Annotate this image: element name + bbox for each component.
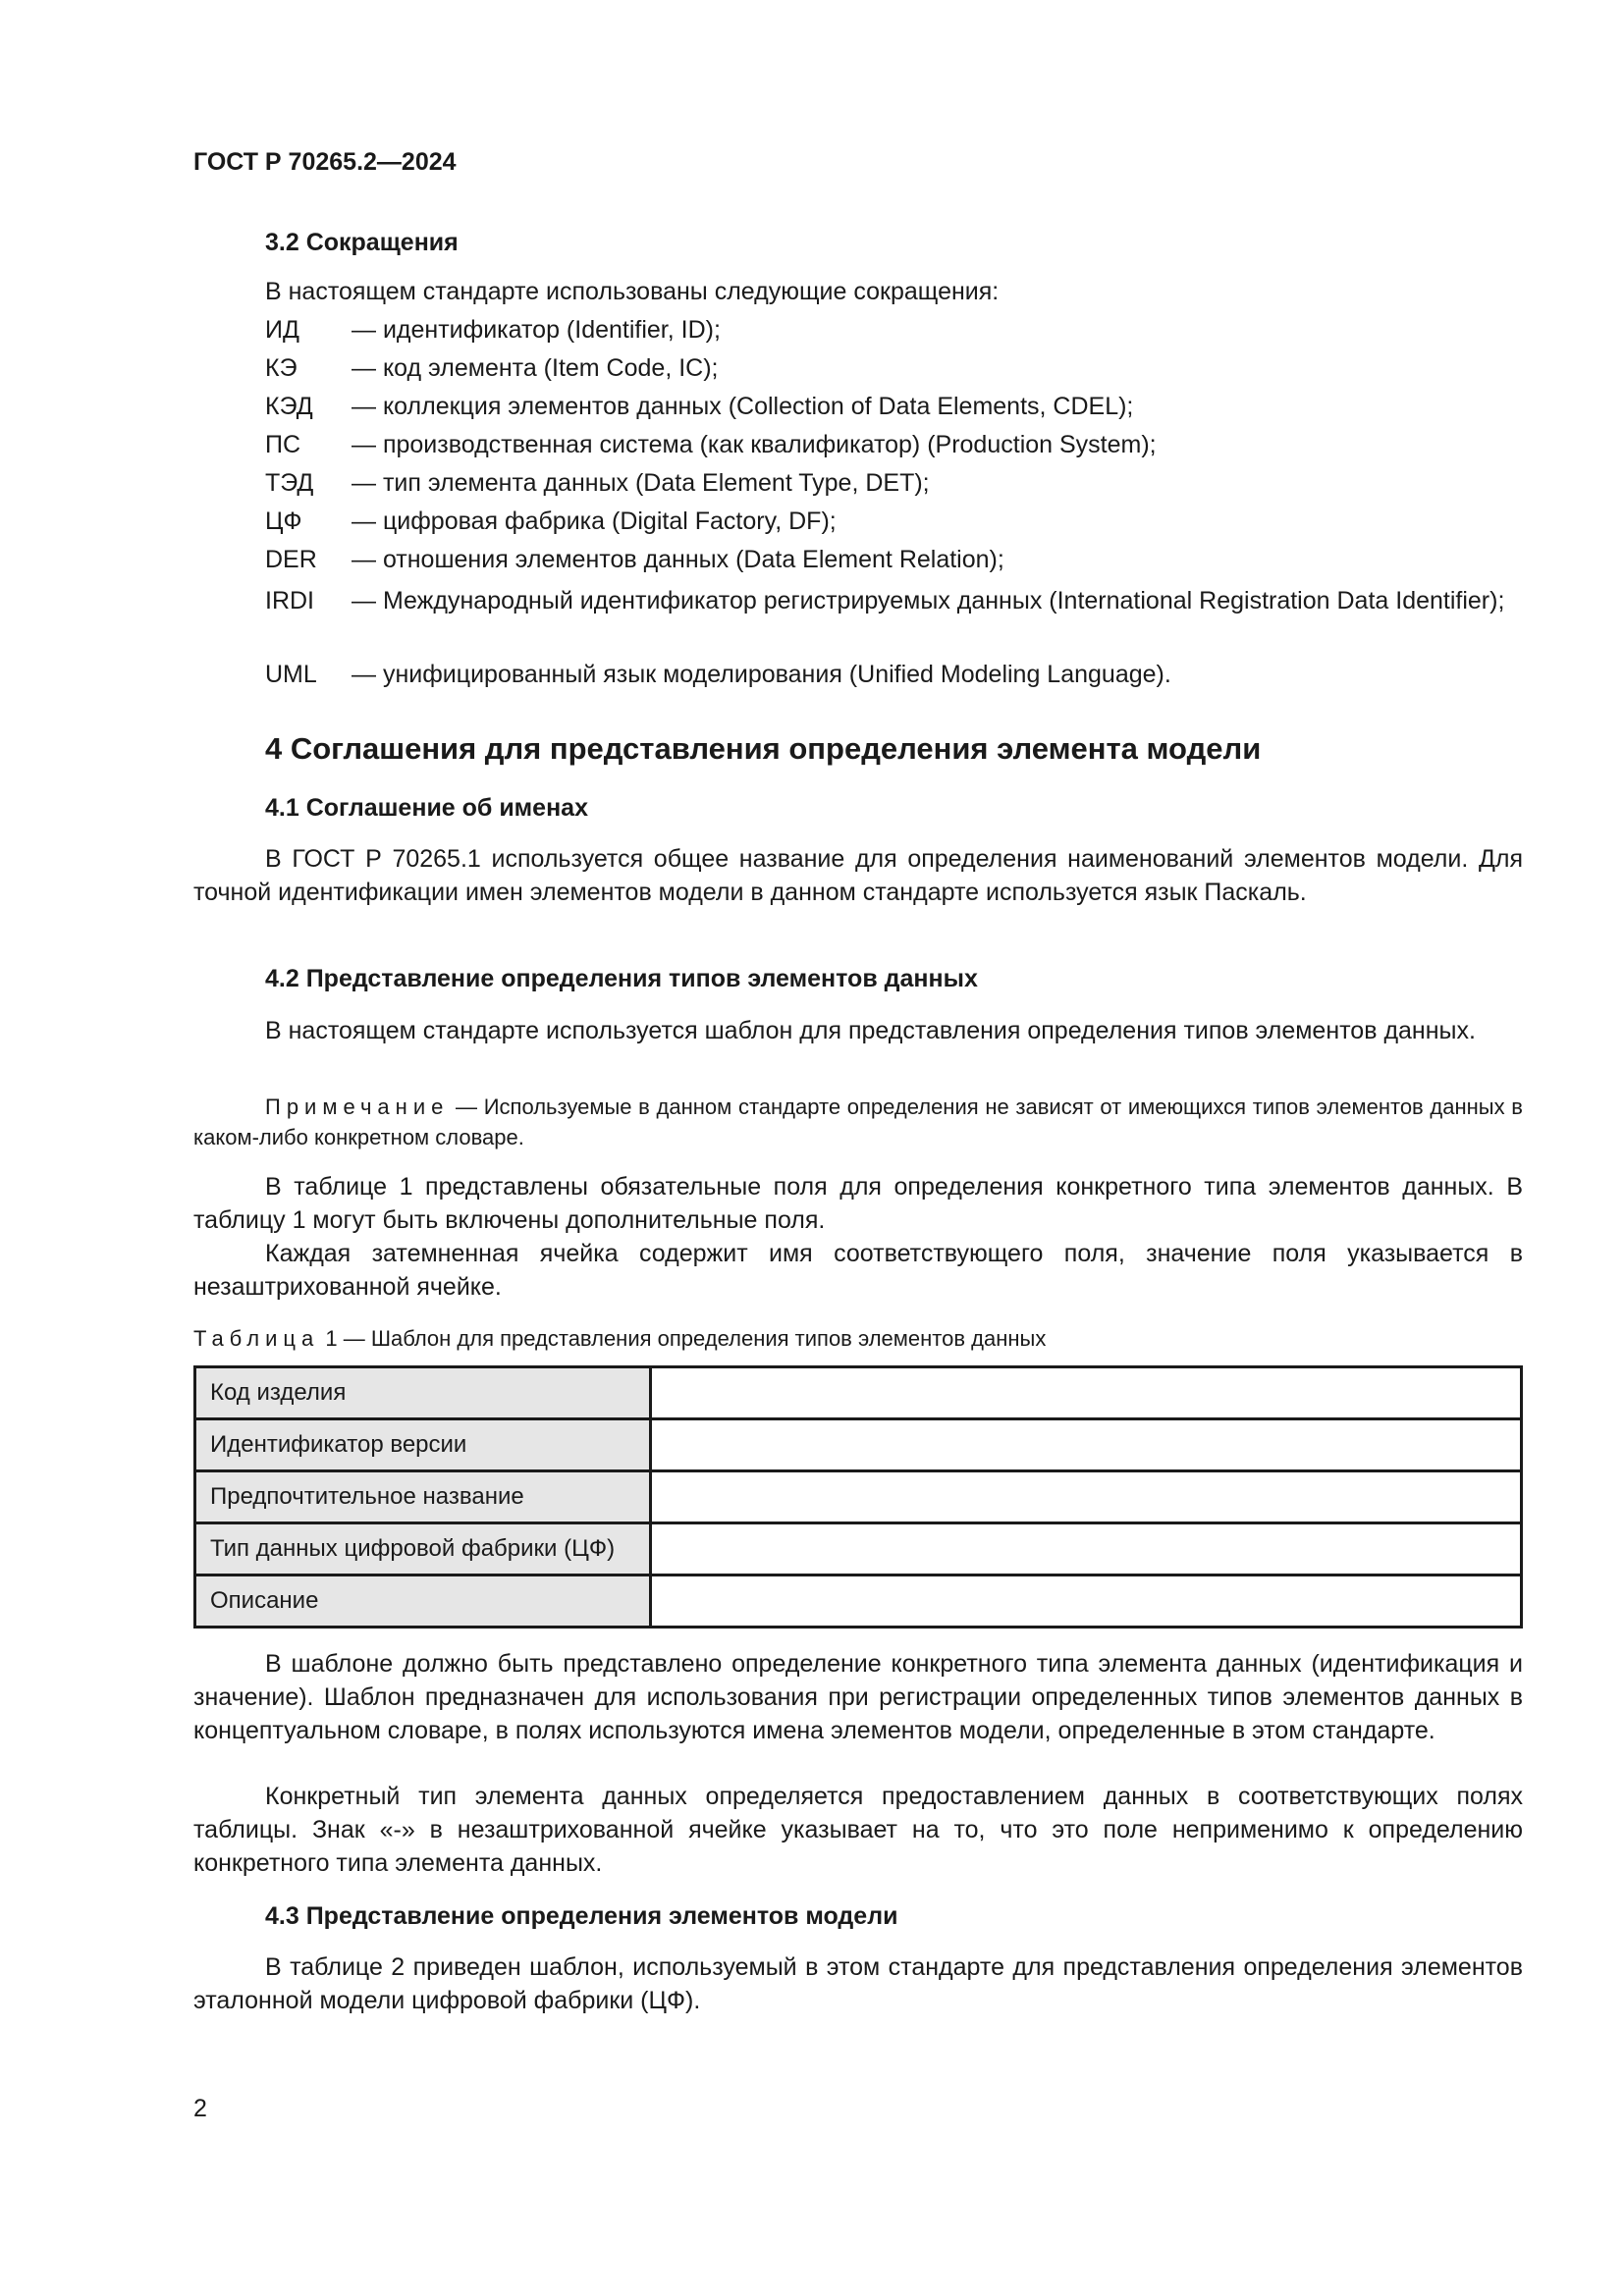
abbreviation-term: UML [265,661,317,688]
table-caption-label: Таблица [193,1326,320,1351]
table-row [195,1523,1522,1575]
abbreviation-term: КЭД [265,393,313,420]
section-4-2-title: 4.2 Представление определения типов элементов данных [265,965,978,992]
abbreviation-definition: — Международный идентификатор регистрируемых данных (International Registration Data Identifier); [352,587,1505,614]
table-row [195,1575,1522,1628]
document-code-header: ГОСТ Р 70265.2—2024 [193,148,457,176]
note-label: Примечание [265,1095,450,1119]
abbreviation-definition: — код элемента (Item Code, IC); [352,354,719,382]
abbreviation-item [265,659,1522,692]
page-number: 2 [193,2095,207,2122]
abbreviation-item [265,429,1522,462]
section-4-2-paragraph-1: В настоящем стандарте используется шаблон для представления определения типов элементов данных. [265,1017,1476,1044]
section-3-2-title: 3.2 Сокращения [265,229,459,256]
abbreviation-item [265,544,1522,577]
table-field-value [651,1419,1522,1471]
section-4-1-paragraph: В ГОСТ Р 70265.1 используется общее название для определения наименований элементов модели. Для точной идентификации имен элементов модели в данном стандарте используется язык Паскаль. [193,845,1523,906]
table-row [195,1471,1522,1523]
table-row [195,1419,1522,1471]
abbreviation-definition: — коллекция элементов данных (Collection of Data Elements, CDEL); [352,393,1134,420]
abbreviation-item [265,585,1522,654]
table-field-label: Код изделия [195,1367,651,1419]
abbreviation-term: КЭ [265,354,298,382]
note-text: — Используемые в данном стандарте определения не зависят от имеющихся типов элементов данных в каком-либо конкретном словаре. [193,1095,1523,1149]
table-field-label: Описание [195,1575,651,1628]
abbreviation-definition: — цифровая фабрика (Digital Factory, DF); [352,507,837,535]
table-caption-text: 1 — Шаблон для представления определения типов элементов данных [319,1326,1047,1351]
table-caption [193,1323,1523,1354]
table-field-label: Предпочтительное название [195,1471,651,1523]
abbreviation-item [265,352,1522,386]
abbreviation-definition: — тип элемента данных (Data Element Type, DET); [352,469,930,497]
note [193,1092,1523,1152]
table-field-label: Тип данных цифровой фабрики (ЦФ) [195,1523,651,1575]
abbreviation-definition: — производственная система (как квалификатор) (Production System); [352,431,1157,458]
section-4-2-paragraph-5: Конкретный тип элемента данных определяется предоставлением данных в соответствующих полях таблицы. Знак «-» в незаштрихованной ячейке указывает на то, что это поле неприменимо к определению конкретного типа элемента данных. [193,1783,1523,1877]
abbreviation-item [265,506,1522,539]
table-field-value [651,1523,1522,1575]
template-table [193,1365,1523,1629]
abbreviation-term: DER [265,546,317,573]
abbreviation-item [265,314,1522,347]
section-4-3-paragraph: В таблице 2 приведен шаблон, используемый в этом стандарте для представления определения элементов эталонной модели цифровой фабрики (ЦФ). [193,1953,1523,2014]
abbreviation-term: IRDI [265,587,314,614]
section-4-2-paragraph-3: Каждая затемненная ячейка содержит имя соответствующего поля, значение поля указывается в незаштрихованной ячейке. [193,1240,1523,1301]
section-4-2-paragraph-4: В шаблоне должно быть представлено определение конкретного типа элемента данных (идентификация и значение). Шаблон предназначен для использования при регистрации определенных типов элементов данных в концептуальном словаре, в полях используются имена элементов модели, определенные в этом стандарте. [193,1650,1523,1744]
abbreviation-item [265,391,1522,424]
abbreviations-intro: В настоящем стандарте использованы следующие сокращения: [265,278,1000,305]
section-4-3-title: 4.3 Представление определения элементов модели [265,1902,898,1930]
abbreviation-term: ПС [265,431,301,458]
abbreviation-item [265,467,1522,501]
section-4-1-title: 4.1 Соглашение об именах [265,794,588,822]
section-4-title: 4 Соглашения для представления определения элемента модели [265,731,1262,766]
table-field-value [651,1367,1522,1419]
abbreviation-definition: — отношения элементов данных (Data Element Relation); [352,546,1004,573]
abbreviation-term: ИД [265,316,299,344]
abbreviation-definition: — унифицированный язык моделирования (Unified Modeling Language). [352,661,1171,688]
table-field-value [651,1575,1522,1628]
table-field-value [651,1471,1522,1523]
abbreviation-term: ТЭД [265,469,314,497]
abbreviation-definition: — идентификатор (Identifier, ID); [352,316,721,344]
abbreviation-term: ЦФ [265,507,302,535]
table-field-label: Идентификатор версии [195,1419,651,1471]
section-4-2-paragraph-2: В таблице 1 представлены обязательные поля для определения конкретного типа элементов данных. В таблицу 1 могут быть включены дополнительные поля. [193,1173,1523,1234]
table-row [195,1367,1522,1419]
